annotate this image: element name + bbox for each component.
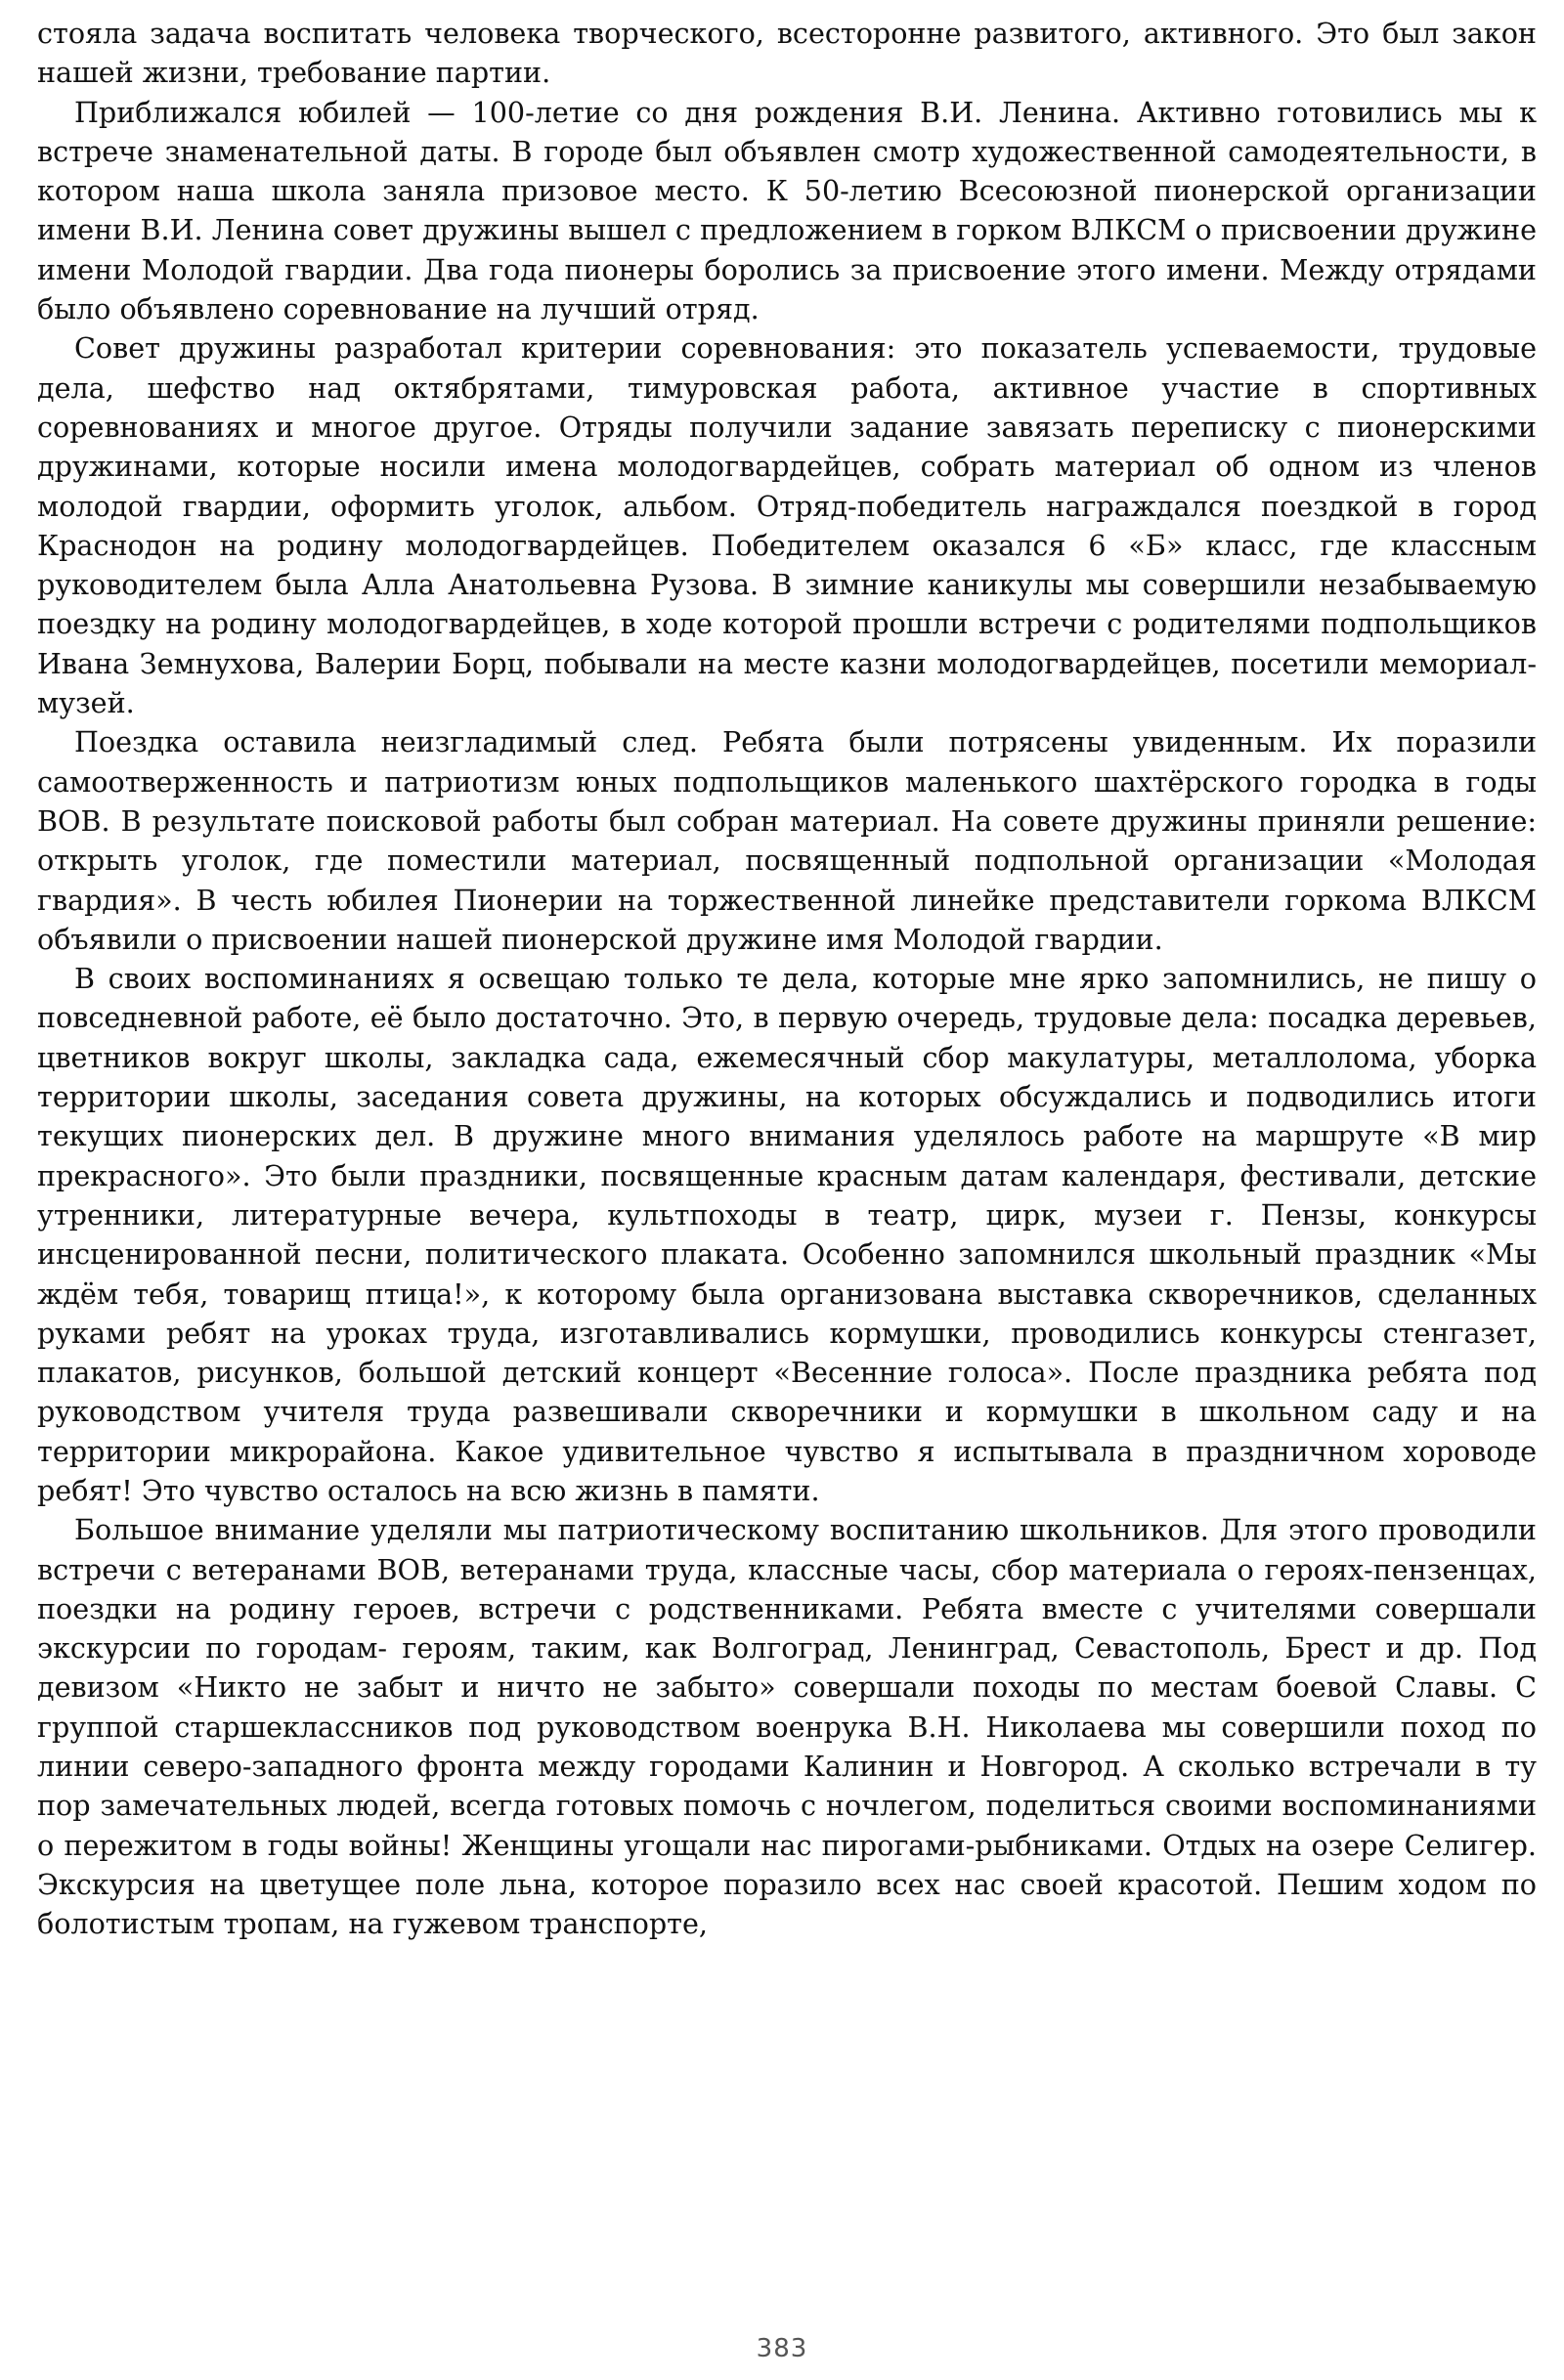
paragraph-trip-impression: Поездка оставила неизгладимый след. Ребята были потрясены увиденным. Их поразили самоотверженность и патриотизм юных подпольщиков маленького шахтёрского городка в годы ВОВ. В результате поисковой работы был собран материал. На совете дружины приняли решение: открыть уголок, где поместили материал, посвященный подпольной организации «Молодая гвардия». В честь юбилея Пионерии на торжественной линейке представители горкома ВЛКСМ объявили о присвоении нашей пионерской дружине имя Молодой гвардии. xyxy=(37,725,1537,956)
paragraph-patriotic-education: Большое внимание уделяли мы патриотическому воспитанию школьников. Для этого проводили встречи с ветеранами ВОВ, ветеранами труда, классные часы, сбор материала о героях-пензенцах, поездки на родину героев, встречи с родственниками. Ребята вместе с учителями совершали экскурсии по городам- героям, таким, как Волгоград, Ленинград, Севастополь, Брест и др. Под девизом «Никто не забыт и ничто не забыто» совершали походы по местам боевой Славы. С группой старшеклассников под руководством военрука В.Н. Николаева мы совершили поход по линии северо-западного фронта между городами Калинин и Новгород. А сколько встречали в ту пор замечательных людей, всегда готовых помочь с ночлегом, поделиться своими воспоминаниями о пережитом в годы войны! Женщины угощали нас пирогами-рыбниками. Отдых на озере Селигер. Экскурсия на цветущее поле льна, которое поразило всех нас своей красотой. Пешим ходом по болотистым тропам, на гужевом транспорте, xyxy=(37,1513,1537,1941)
paragraph-competition: Совет дружины разработал критерии соревнования: это показатель успеваемости, трудовые дела, шефство над октябрятами, тимуровская работа, активное участие в спортивных соревнованиях и многое другое. Отряды получили задание завязать переписку с пионерскими дружинами, которые носили имена молодогвардейцев, собрать материал об одном из членов молодой гвардии, оформить уголок, альбом. Отряд-победитель награждался поездкой в город Краснодон на родину молодогвардейцев. Победителем оказался 6 «Б» класс, где классным руководителем была Алла Анатольевна Рузова. В зимние каникулы мы совершили незабываемую поездку на родину молодогвардейцев, в ходе которой прошли встречи с родителями подпольщиков Ивана Земнухова, Валерии Борц, побывали на месте казни молодогвардейцев, посетили мемориал-музей. xyxy=(37,331,1537,720)
paragraph-continuation: стояла задача воспитать человека творческого, всесторонне развитого, активного. Это был закон нашей жизни, требование партии. xyxy=(37,17,1537,90)
page-body xyxy=(37,14,1537,1944)
page-number: 383 xyxy=(756,2334,808,2363)
paragraph-jubilee: Приближался юбилей — 100-летие со дня рождения В.И. Ленина. Активно готовились мы к встрече знаменательной даты. В городе был объявлен смотр художественной самодеятельности, в котором наша школа заняла призовое место. К 50-летию Всесоюзной пионерской организации имени В.И. Ленина совет дружины вышел с предложением в горком ВЛКСМ о присвоении дружине имени Молодой гвардии. Два года пионеры боролись за присвоение этого имени. Между отрядами было объявлено соревнование на лучший отряд. xyxy=(37,95,1537,326)
paragraph-memories: В своих воспоминаниях я освещаю только те дела, которые мне ярко запомнились, не пишу о повседневной работе, её было достаточно. Это, в первую очередь, трудовые дела: посадка деревьев, цветников вокруг школы, закладка сада, ежемесячный сбор макулатуры, металлолома, уборка территории школы, заседания совета дружины, на которых обсуждались и подводились итоги текущих пионерских дел. В дружине много внимания уделялось работе на маршруте «В мир прекрасного». Это были праздники, посвященные красным датам календаря, фестивали, детские утренники, литературные вечера, культпоходы в театр, цирк, музеи г. Пензы, конкурсы инсценированной песни, политического плаката. Особенно запомнился школьный праздник «Мы ждём тебя, товарищ птица!», к которому была организована выставка скворечников, сделанных руками ребят на уроках труда, изготавливались кормушки, проводились конкурсы стенгазет, плакатов, рисунков, большой детский концерт «Весенние голоса». После праздника ребята под руководством учителя труда развешивали скворечники и кормушки в школьном саду и на территории микрорайона. Какое удивительное чувство я испытывала в праздничном хороводе ребят! Это чувство осталось на всю жизнь в памяти. xyxy=(37,962,1537,1507)
